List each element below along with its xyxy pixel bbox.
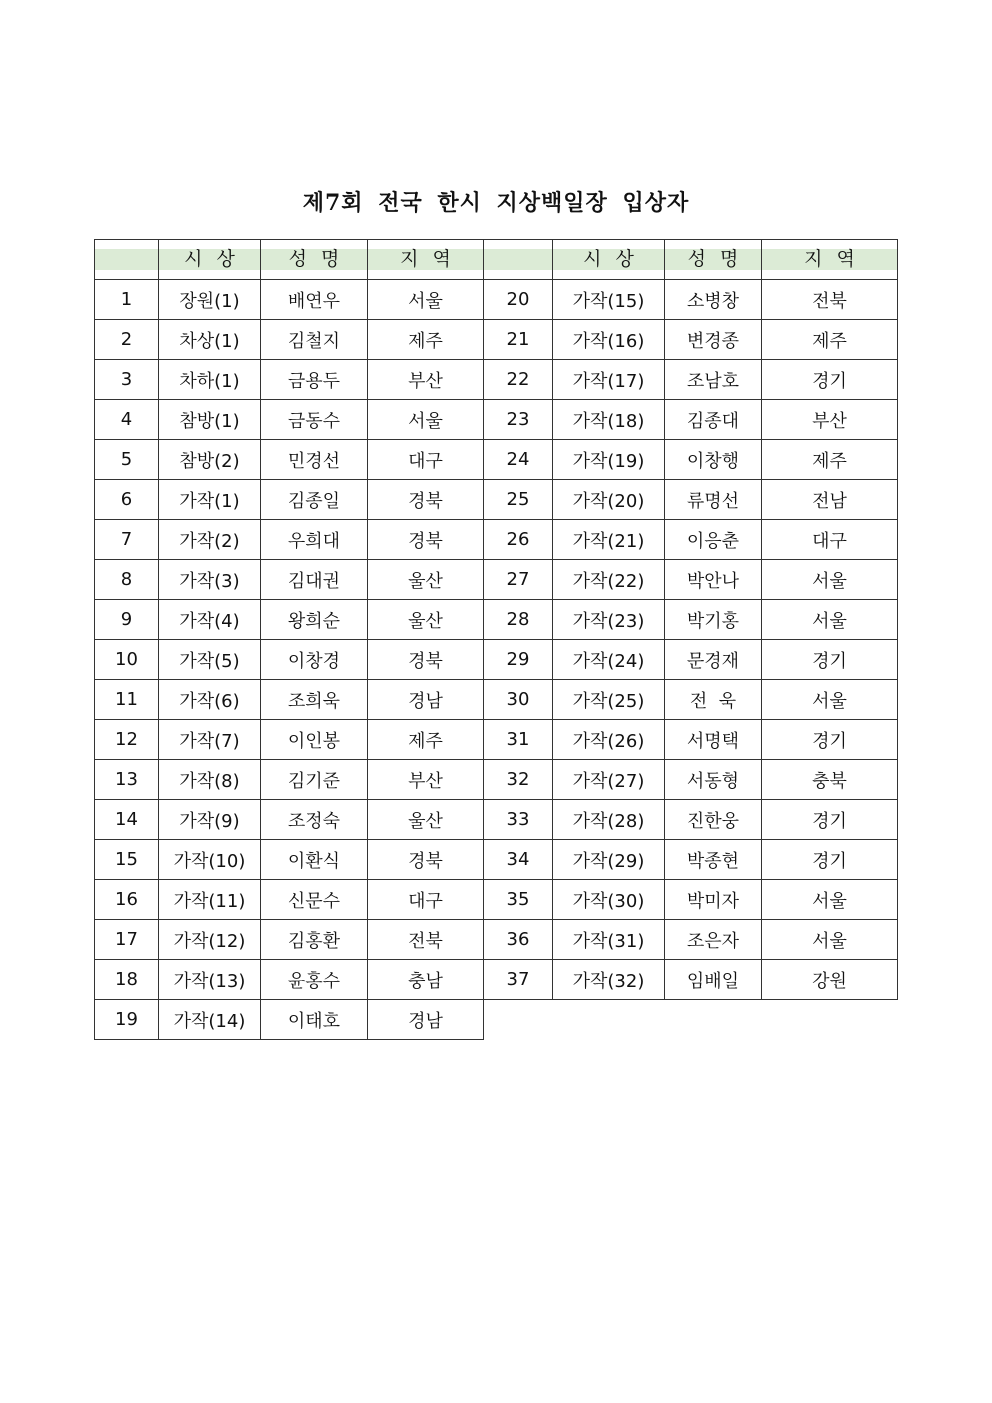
table-row [95, 840, 898, 880]
region: 경북 [368, 640, 484, 680]
entry-number: 4 [95, 400, 159, 440]
region: 경기 [762, 800, 898, 840]
winner-name: 조남호 [665, 360, 762, 400]
award-rank: 가작(22) [553, 560, 665, 600]
region: 서울 [762, 920, 898, 960]
region: 울산 [368, 600, 484, 640]
winner-name: 임배일 [665, 960, 762, 1000]
winner-name: 금용두 [261, 360, 368, 400]
entry-number: 26 [484, 520, 553, 560]
winner-name: 신문수 [261, 880, 368, 920]
winner-name: 김철지 [261, 320, 368, 360]
table-row [95, 960, 898, 1000]
region: 부산 [368, 760, 484, 800]
page-title: 제7회 전국 한시 지상백일장 입상자 [302, 190, 690, 216]
entry-number: 31 [484, 720, 553, 760]
award-rank: 가작(25) [553, 680, 665, 720]
region: 경기 [762, 640, 898, 680]
award-rank: 가작(4) [159, 600, 261, 640]
winner-name: 문경재 [665, 640, 762, 680]
award-rank: 가작(19) [553, 440, 665, 480]
header-cell [159, 240, 261, 280]
table-row [95, 560, 898, 600]
winner-name: 서명택 [665, 720, 762, 760]
award-rank: 가작(1) [159, 480, 261, 520]
winner-name: 이인봉 [261, 720, 368, 760]
award-rank: 가작(21) [553, 520, 665, 560]
region: 서울 [368, 400, 484, 440]
region: 부산 [368, 360, 484, 400]
region: 경기 [762, 720, 898, 760]
award-rank: 가작(23) [553, 600, 665, 640]
region: 서울 [762, 880, 898, 920]
header-label: 성명 [665, 249, 761, 270]
region: 대구 [368, 880, 484, 920]
winner-name: 김대권 [261, 560, 368, 600]
winner-name: 전 욱 [665, 680, 762, 720]
table-body [95, 240, 898, 1040]
winner-name: 이환식 [261, 840, 368, 880]
award-rank: 가작(32) [553, 960, 665, 1000]
entry-number: 11 [95, 680, 159, 720]
entry-number: 34 [484, 840, 553, 880]
region: 대구 [368, 440, 484, 480]
region: 경기 [762, 360, 898, 400]
winner-name: 민경선 [261, 440, 368, 480]
entry-number: 30 [484, 680, 553, 720]
table-row [95, 520, 898, 560]
region: 울산 [368, 800, 484, 840]
entry-number: 32 [484, 760, 553, 800]
winner-name: 김종대 [665, 400, 762, 440]
winner-name: 박미자 [665, 880, 762, 920]
table-row [95, 280, 898, 320]
award-rank: 가작(27) [553, 760, 665, 800]
region: 충남 [368, 960, 484, 1000]
header-cell [553, 240, 665, 280]
entry-number: 36 [484, 920, 553, 960]
winner-name: 박안나 [665, 560, 762, 600]
region: 전북 [762, 280, 898, 320]
award-rank: 가작(11) [159, 880, 261, 920]
award-rank: 가작(18) [553, 400, 665, 440]
header-label: 성명 [261, 249, 367, 270]
entry-number: 35 [484, 880, 553, 920]
header-cell [762, 240, 898, 280]
table-row [95, 880, 898, 920]
award-rank: 가작(10) [159, 840, 261, 880]
region: 대구 [762, 520, 898, 560]
entry-number: 15 [95, 840, 159, 880]
entry-number: 17 [95, 920, 159, 960]
award-rank: 장원(1) [159, 280, 261, 320]
region: 제주 [762, 440, 898, 480]
award-rank: 가작(13) [159, 960, 261, 1000]
winner-name: 박기홍 [665, 600, 762, 640]
entry-number: 14 [95, 800, 159, 840]
award-rank: 가작(26) [553, 720, 665, 760]
entry-number: 27 [484, 560, 553, 600]
region: 제주 [368, 720, 484, 760]
award-rank: 차상(1) [159, 320, 261, 360]
winner-name: 이창경 [261, 640, 368, 680]
table-row [95, 720, 898, 760]
winner-name: 이응춘 [665, 520, 762, 560]
entry-number: 24 [484, 440, 553, 480]
table-row [95, 760, 898, 800]
entry-number: 3 [95, 360, 159, 400]
header-label: 지역 [762, 249, 897, 270]
header-label [484, 249, 552, 270]
region: 전남 [762, 480, 898, 520]
award-rank: 가작(15) [553, 280, 665, 320]
region: 전북 [368, 920, 484, 960]
region: 경남 [368, 1000, 484, 1040]
entry-number: 5 [95, 440, 159, 480]
empty-cell [484, 1000, 553, 1040]
award-rank: 가작(8) [159, 760, 261, 800]
header-cell [95, 240, 159, 280]
header-cell [368, 240, 484, 280]
award-rank: 가작(20) [553, 480, 665, 520]
award-rank: 가작(2) [159, 520, 261, 560]
winner-name: 서동형 [665, 760, 762, 800]
award-rank: 가작(28) [553, 800, 665, 840]
table-row [95, 480, 898, 520]
winner-name: 조은자 [665, 920, 762, 960]
entry-number: 9 [95, 600, 159, 640]
region: 서울 [762, 680, 898, 720]
winner-name: 진한웅 [665, 800, 762, 840]
entry-number: 33 [484, 800, 553, 840]
entry-number: 2 [95, 320, 159, 360]
winner-name: 김홍환 [261, 920, 368, 960]
entry-number: 28 [484, 600, 553, 640]
entry-number: 29 [484, 640, 553, 680]
entry-number: 23 [484, 400, 553, 440]
region: 충북 [762, 760, 898, 800]
region: 경북 [368, 840, 484, 880]
region: 서울 [762, 600, 898, 640]
empty-cell [553, 1000, 665, 1040]
region: 경기 [762, 840, 898, 880]
award-rank: 가작(12) [159, 920, 261, 960]
winner-name: 박종현 [665, 840, 762, 880]
region: 부산 [762, 400, 898, 440]
region: 제주 [762, 320, 898, 360]
award-rank: 참방(1) [159, 400, 261, 440]
award-rank: 가작(29) [553, 840, 665, 880]
winner-name: 류명선 [665, 480, 762, 520]
entry-number: 22 [484, 360, 553, 400]
entry-number: 1 [95, 280, 159, 320]
table-row [95, 400, 898, 440]
entry-number: 7 [95, 520, 159, 560]
entry-number: 6 [95, 480, 159, 520]
region: 경북 [368, 520, 484, 560]
table-row [95, 360, 898, 400]
winner-name: 배연우 [261, 280, 368, 320]
header-label [95, 249, 158, 270]
award-rank: 가작(14) [159, 1000, 261, 1040]
entry-number: 21 [484, 320, 553, 360]
entry-number: 37 [484, 960, 553, 1000]
empty-cell [665, 1000, 762, 1040]
winner-name: 소병창 [665, 280, 762, 320]
table-row [95, 1000, 898, 1040]
winner-name: 조희욱 [261, 680, 368, 720]
region: 서울 [762, 560, 898, 600]
winner-name: 금동수 [261, 400, 368, 440]
award-rank: 가작(30) [553, 880, 665, 920]
award-rank: 가작(24) [553, 640, 665, 680]
table-row [95, 680, 898, 720]
winner-name: 변경종 [665, 320, 762, 360]
winner-name: 왕희순 [261, 600, 368, 640]
header-cell [484, 240, 553, 280]
header-row [95, 240, 898, 280]
header-label: 지역 [368, 249, 483, 270]
award-rank: 가작(3) [159, 560, 261, 600]
region: 경남 [368, 680, 484, 720]
entry-number: 20 [484, 280, 553, 320]
region: 경북 [368, 480, 484, 520]
empty-cell [762, 1000, 898, 1040]
entry-number: 8 [95, 560, 159, 600]
region: 울산 [368, 560, 484, 600]
table-row [95, 600, 898, 640]
region: 제주 [368, 320, 484, 360]
award-rank: 가작(7) [159, 720, 261, 760]
region: 강원 [762, 960, 898, 1000]
table-row [95, 800, 898, 840]
table-row [95, 640, 898, 680]
region: 서울 [368, 280, 484, 320]
award-rank: 가작(31) [553, 920, 665, 960]
table-row [95, 920, 898, 960]
award-rank: 가작(9) [159, 800, 261, 840]
award-rank: 가작(16) [553, 320, 665, 360]
entry-number: 18 [95, 960, 159, 1000]
entry-number: 13 [95, 760, 159, 800]
entry-number: 16 [95, 880, 159, 920]
table-row [95, 320, 898, 360]
award-rank: 가작(6) [159, 680, 261, 720]
award-rank: 가작(5) [159, 640, 261, 680]
award-rank: 참방(2) [159, 440, 261, 480]
header-label: 시상 [553, 249, 664, 270]
winner-name: 우희대 [261, 520, 368, 560]
winner-name: 김종일 [261, 480, 368, 520]
award-rank: 차하(1) [159, 360, 261, 400]
header-label: 시상 [159, 249, 260, 270]
entry-number: 25 [484, 480, 553, 520]
header-cell [261, 240, 368, 280]
winner-name: 이창행 [665, 440, 762, 480]
award-rank: 가작(17) [553, 360, 665, 400]
entry-number: 12 [95, 720, 159, 760]
winner-name: 이태호 [261, 1000, 368, 1040]
table-row [95, 440, 898, 480]
entry-number: 10 [95, 640, 159, 680]
winners-table [94, 239, 898, 1040]
header-cell [665, 240, 762, 280]
winner-name: 조정숙 [261, 800, 368, 840]
winner-name: 김기준 [261, 760, 368, 800]
entry-number: 19 [95, 1000, 159, 1040]
winner-name: 윤홍수 [261, 960, 368, 1000]
